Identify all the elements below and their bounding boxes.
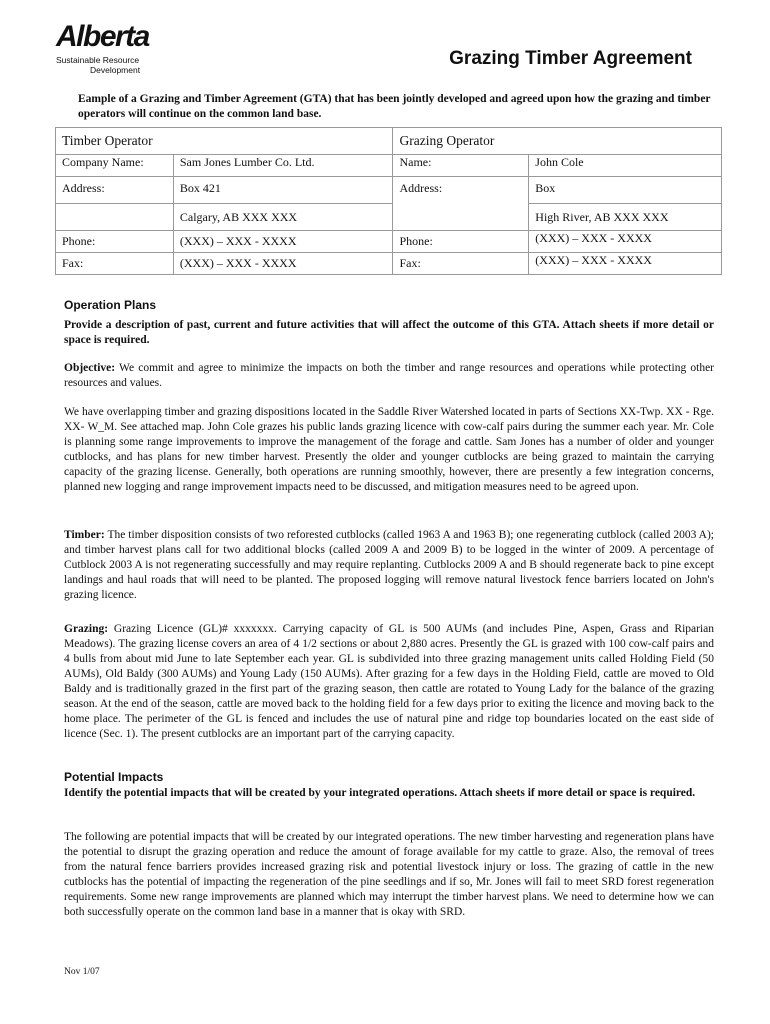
timber-paragraph	[64, 528, 714, 603]
grazing-value: High River, AB XXX XXX	[529, 204, 722, 231]
timber-value: (XXX) – XXX - XXXX	[173, 253, 393, 275]
grazing-paragraph	[64, 622, 714, 742]
objective-paragraph	[64, 361, 714, 391]
timber-label: Address:	[56, 177, 174, 204]
table-row	[56, 253, 722, 275]
operation-plans-instruction: Provide a description of past, current and future activities that will affect the outcome of this GTA. Attach sheets if more detail or space is required.	[64, 319, 714, 346]
footer-date: Nov 1/07	[64, 967, 100, 977]
table-row	[56, 231, 722, 253]
objective-text: We commit and agree to minimize the impacts on both the timber and range resources and operations while protecting other resources and values.	[64, 362, 714, 389]
grazing-value: (XXX) – XXX - XXXX	[529, 231, 722, 253]
potential-impacts-paragraph: The following are potential impacts that will be created by our integrated operations. The new timber harvesting and regeneration plans have the potential to disrupt the grazing operation and reduce the amount of forage available for my cattle to graze. Also, the removal of trees from the natural fence barriers provides increased grazing risk and potential livestock injury or loss. The grazing of cattle in the new cutblocks has the potential of impacting the regeneration of the pine seedlings and if so, Mr. Jones will fail to meet SRD forest regeneration requirements. Some new range improvements are planned which may interrupt the timber harvest plans. We need to determine how we can both successfully operate on the common land base in a manner that is okay with SRD.	[64, 831, 714, 918]
overview-paragraph: We have overlapping timber and grazing dispositions located in the Saddle River Watershed located in parts of Sections XX-Twp. XX - Rge. XX- W_M. See attached map. John Cole grazes his public lands grazing licence with cow-calf pairs during the summer each year. Mr. Cole is planning some range improvements to improve the management of the forage and cattle. Sam Jones has a number of older and younger cutblocks, and has plans for new timber harvest. Presently the older and younger cutblocks are being grazed to maintain the carrying capacity of the grazing license. Generally, both operations are running smoothly, however, there are presently a few integration concerns, planned new logging and range improvement impacts need to be discussed, and mitigation measures need to be agreed upon.	[64, 406, 714, 493]
grazing-operator-header: Grazing Operator	[393, 128, 722, 155]
grazing-value: (XXX) – XXX - XXXX	[529, 253, 722, 275]
timber-label	[56, 204, 174, 231]
table-row	[56, 204, 722, 231]
operators-header-row	[56, 128, 722, 155]
alberta-logo	[56, 20, 156, 76]
grazing-value: John Cole	[529, 155, 722, 177]
timber-value: (XXX) – XXX - XXXX	[173, 231, 393, 253]
objective-label: Objective:	[64, 362, 116, 374]
grazing-label: Name:	[393, 155, 529, 177]
timber-label: Company Name:	[56, 155, 174, 177]
logo-subtitle-line2: Development	[90, 65, 141, 75]
timber-value: Box 421	[173, 177, 393, 204]
logo-subtitle-line1: Sustainable Resource	[56, 55, 140, 65]
table-row	[56, 177, 722, 204]
timber-operator-header: Timber Operator	[56, 128, 393, 155]
timber-value: Calgary, AB XXX XXX	[173, 204, 393, 231]
timber-label: Fax:	[56, 253, 174, 275]
operators-table	[55, 127, 722, 275]
timber-label: Timber:	[64, 529, 105, 541]
potential-impacts-heading: Potential Impacts	[64, 770, 164, 784]
grazing-value: Box	[529, 177, 722, 204]
potential-impacts-instruction: Identify the potential impacts that will be created by your integrated operations. Attach sheets if more detail or space is required.	[64, 787, 696, 799]
grazing-label: Phone:	[393, 231, 529, 253]
grazing-label: Address:	[393, 177, 529, 231]
timber-label: Phone:	[56, 231, 174, 253]
grazing-label: Grazing:	[64, 623, 109, 635]
grazing-text: Grazing Licence (GL)# xxxxxxx. Carrying capacity of GL is 500 AUMs (and includes Pine, Aspen, Grass and Riparian Meadows). The grazing license covers an area of 4 1/2 sections or about 2,880 acres. Presently the GL is grazed with 100 cow-calf pairs and 4 bulls from about mid June to late September each year. GL is subdivided into three grazing management units called Holding Field (50 AUMs), Old Baldy (300 AUMs) and Young Lady (150 AUMs). After grazing for a few days in the Holding Field, cattle are moved to Old Baldy and is traditionally grazed in the first part of the grazing season, then cattle are rotated to Young Lady for the balance of the grazing season. At the end of the season, cattle are moved back to the holding field for a few days prior to exiting the licence and moving back to the home place. The perimeter of the GL is fenced and includes the use of natural pine and ridge top boundaries located on the east side of licence (Sec. 1). The present cutblocks are an important part of the carrying capacity.	[64, 623, 714, 740]
document-title: Grazing Timber Agreement	[449, 48, 692, 69]
operation-plans-heading: Operation Plans	[64, 298, 157, 312]
timber-value: Sam Jones Lumber Co. Ltd.	[173, 155, 393, 177]
table-row	[56, 155, 722, 177]
timber-text: The timber disposition consists of two reforested cutblocks (called 1963 A and 1963 B); one regenerating cutblock (called 2003 A); and timber harvest plans call for two additional blocks (called 2009 A and 2009 B) to be logged in the winter of 2009. A percentage of Cutblock 2003 A is not regenerating successfully and may require replanting. Cutblocks 2009 A and B should regenerate back to pine except landings and haul roads that will need to be planted. The proposed logging will remove natural livestock fence barriers located on John's grazing licence.	[64, 529, 714, 601]
intro-text: Eample of a Grazing and Timber Agreement (GTA) that has been jointly developed and agreed upon how the grazing and timber operators will continue on the common land base.	[78, 93, 711, 120]
grazing-label: Fax:	[393, 253, 529, 275]
logo-wordmark: Alberta	[56, 20, 149, 53]
